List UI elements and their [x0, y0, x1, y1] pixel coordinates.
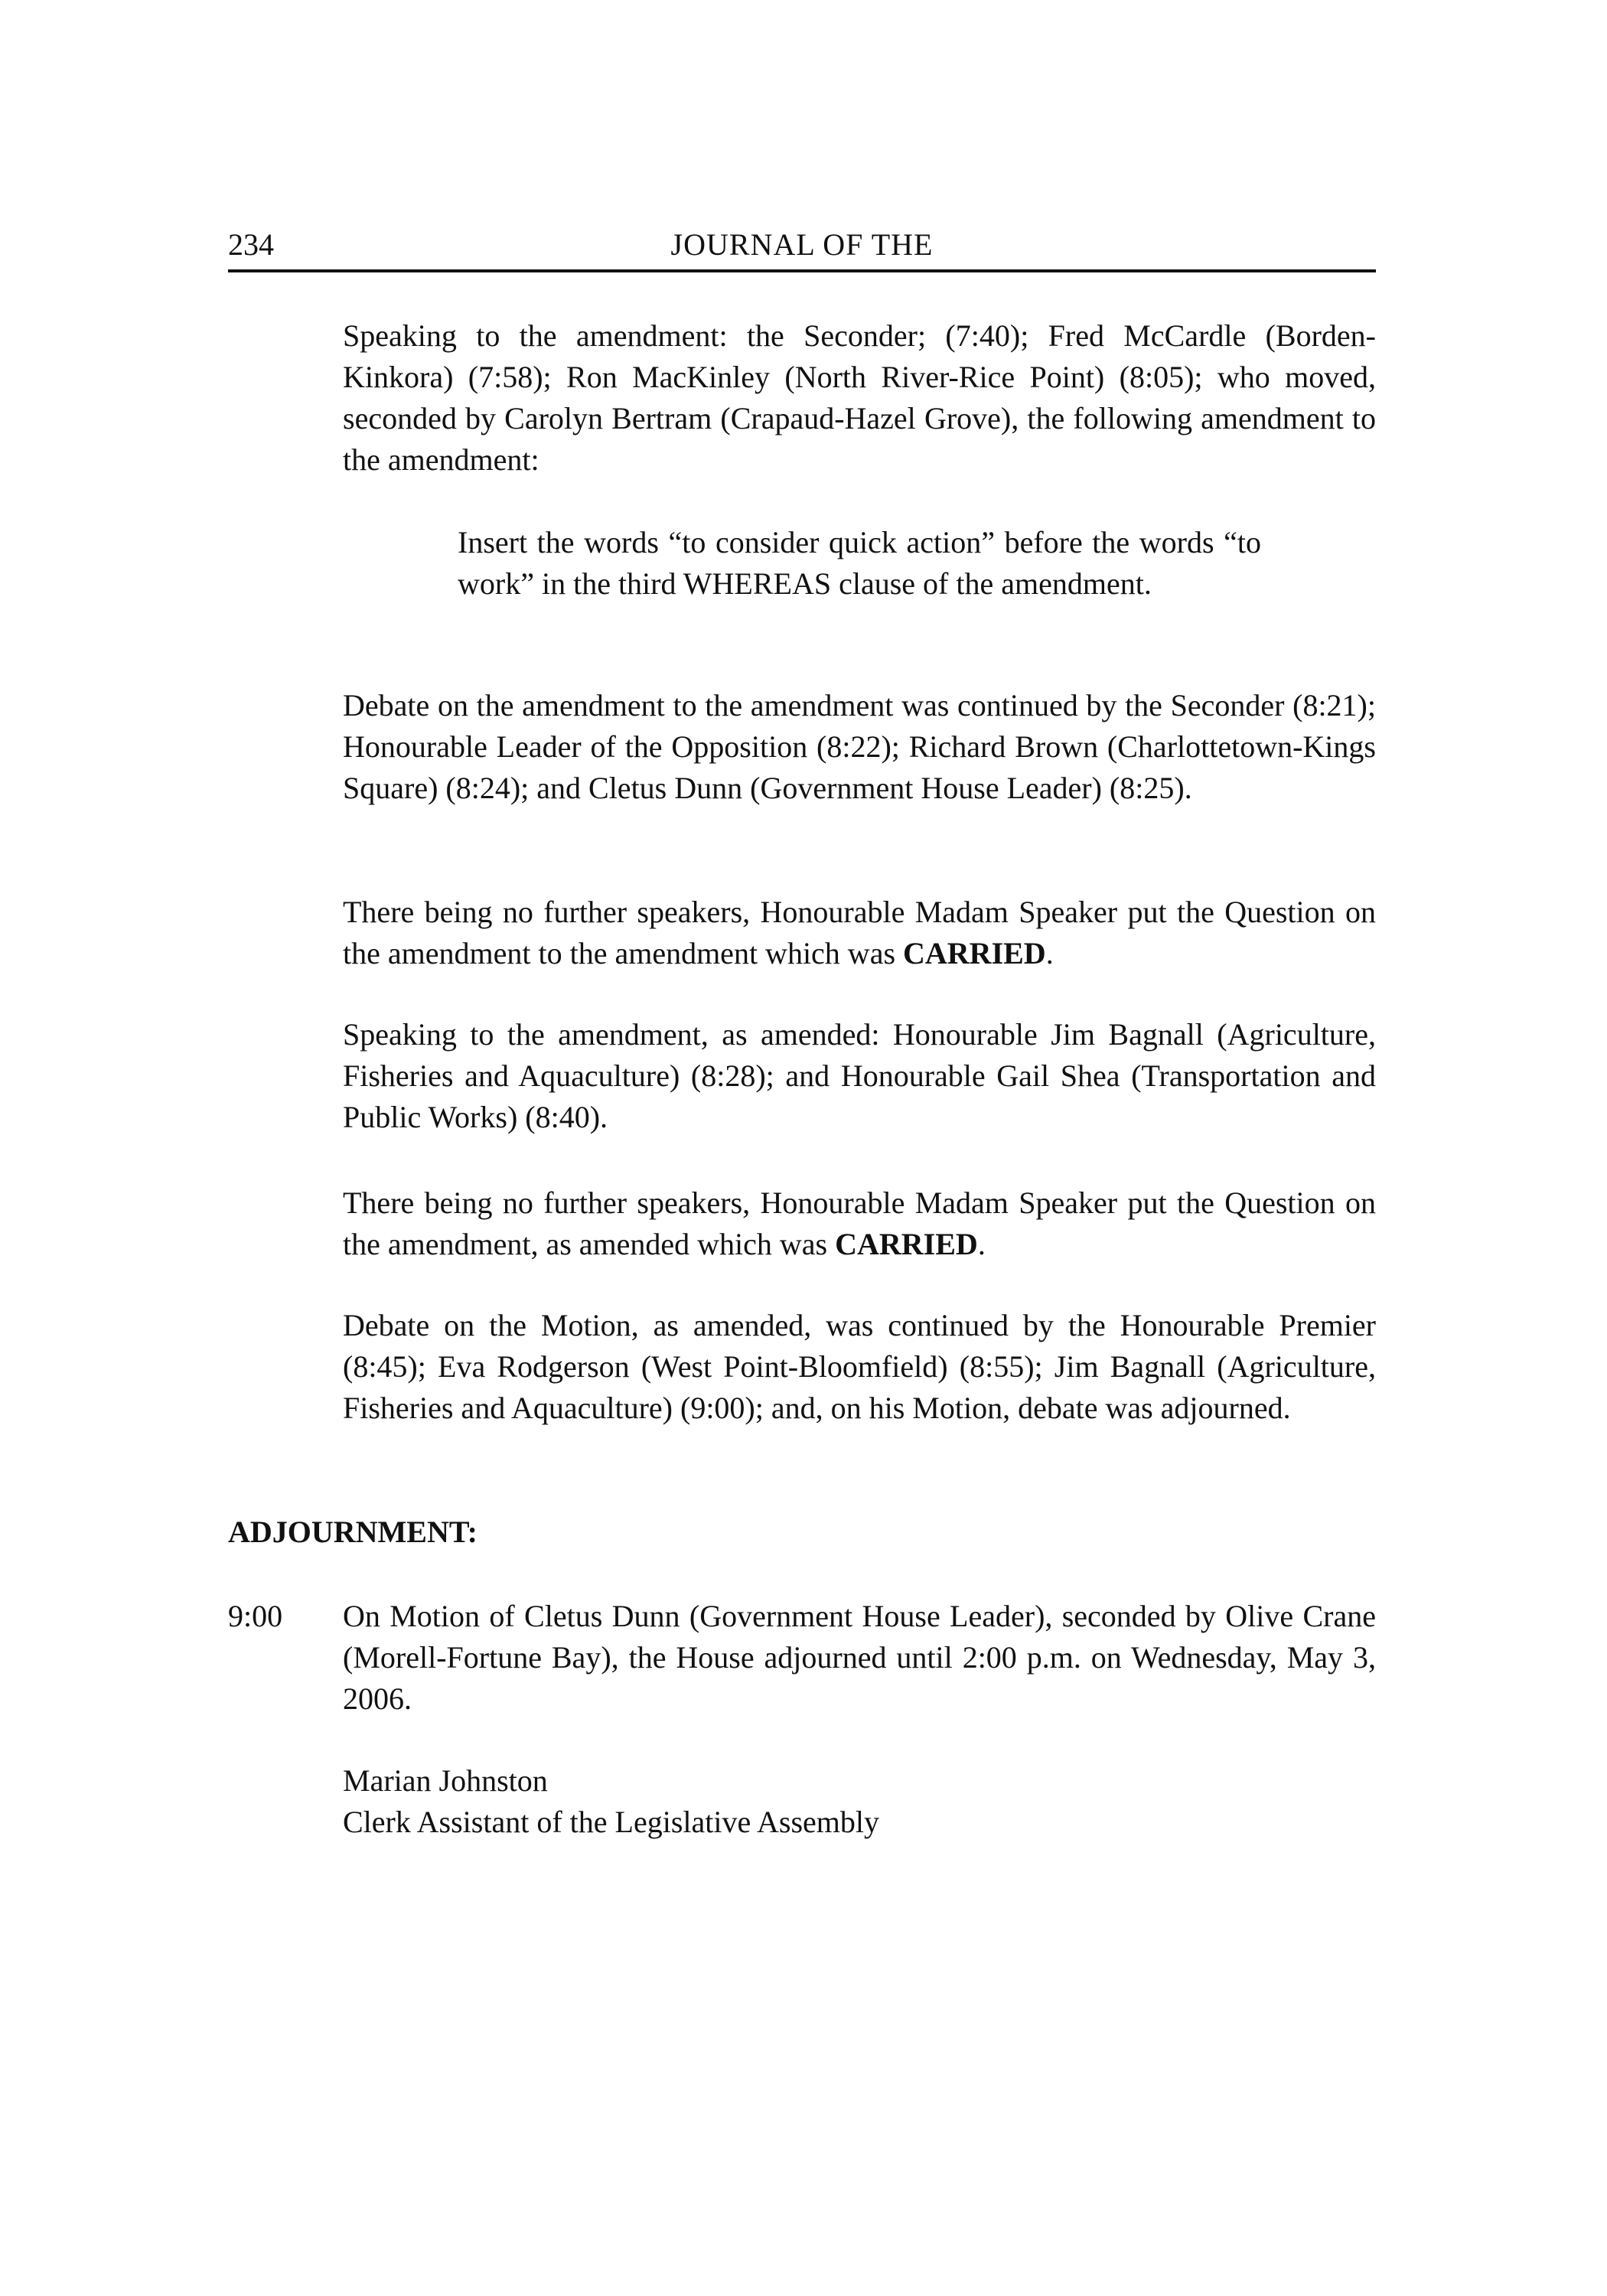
paragraph-end: . [1045, 936, 1054, 970]
paragraph-question-carried-2 [343, 1182, 1376, 1265]
paragraph-end: . [977, 1227, 986, 1261]
amendment-quote: Insert the words “to consider quick action” before the words “to work” in the third WHEREAS clause of the amendment. [458, 525, 1261, 601]
paragraph-text: There being no further speakers, Honourable Madam Speaker put the Question on the amendment, as amended which was [343, 1186, 1376, 1261]
adjournment-time: 9:00 [228, 1599, 283, 1633]
paragraph-debate-motion: Debate on the Motion, as amended, was continued by the Honourable Premier (8:45); Eva Rodgerson (West Point-Bloomfield) (8:55); Jim Bagnall (Agriculture, Fisheries and Aquaculture) (9:00); and, on his Motion, debate was adjourned. [343, 1308, 1376, 1425]
page-number: 234 [228, 227, 274, 262]
adjournment-heading: ADJOURNMENT: [228, 1515, 478, 1549]
paragraph-speaking-to-amendment: Speaking to the amendment: the Seconder; (7:40); Fred McCardle (Borden-Kinkora) (7:58); Ron MacKinley (North River-Rice Point) (8:05); who moved, seconded by Carolyn Bertram (Crapaud-Hazel Grove), the following amendment to the amendment: [343, 318, 1376, 477]
paragraph-debate-amendment: Debate on the amendment to the amendment was continued by the Seconder (8:21); Honourable Leader of the Opposition (8:22); Richard Brown (Charlottetown-Kings Square) (8:24); and Cletus Dunn (Government House Leader) (8:25). [343, 688, 1376, 805]
carried-label: CARRIED [835, 1227, 978, 1261]
paragraph-speaking-amended: Speaking to the amendment, as amended: Honourable Jim Bagnall (Agriculture, Fisheries and Aquaculture) (8:28); and Honourable Gail Shea (Transportation and Public Works) (8:40). [343, 1017, 1376, 1134]
running-title: JOURNAL OF THE [670, 227, 934, 262]
paragraph-question-carried-1 [343, 892, 1376, 974]
signature-block [343, 1760, 879, 1843]
page-header [228, 227, 1376, 272]
signature-title: Clerk Assistant of the Legislative Assembly [343, 1805, 880, 1839]
paragraph-text: There being no further speakers, Honourable Madam Speaker put the Question on the amendment to the amendment which was [343, 895, 1376, 970]
carried-label: CARRIED [903, 936, 1046, 970]
adjournment-paragraph: On Motion of Cletus Dunn (Government House Leader), seconded by Olive Crane (Morell-Fortune Bay), the House adjourned until 2:00 p.m. on Wednesday, May 3, 2006. [343, 1599, 1376, 1716]
signature-name: Marian Johnston [343, 1763, 548, 1798]
